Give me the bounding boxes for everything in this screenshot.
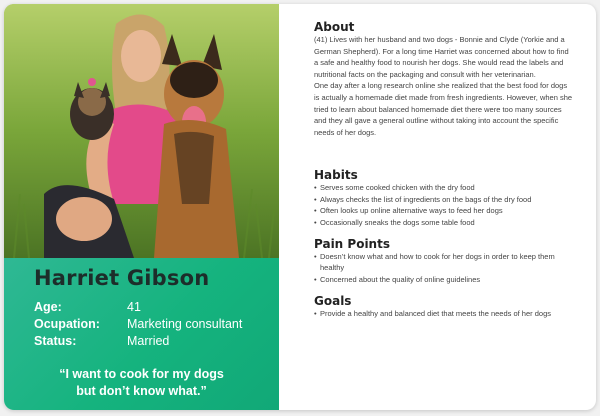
detail-value: Married: [127, 334, 170, 348]
quote-line: but don’t know what.”: [76, 384, 207, 398]
about-text: [314, 34, 574, 138]
goals-heading: Goals: [314, 294, 352, 309]
detail-value: Marketing consultant: [127, 317, 243, 331]
detail-key: Status:: [34, 334, 77, 348]
persona-right-column: [314, 20, 574, 320]
habits-list: [314, 182, 574, 228]
list-item: • Serves some cooked chicken with the dry food: [314, 182, 574, 193]
list-item: • Occasionally sneaks the dogs some table food: [314, 217, 574, 228]
detail-value: 41: [127, 300, 141, 314]
quote-line: “I want to cook for my dogs: [59, 367, 224, 381]
list-item: • Doesn’t know what and how to cook for her dogs in order to keep them healthy: [314, 251, 574, 274]
pain-points-heading: Pain Points: [314, 236, 390, 251]
detail-key: Ocupation:: [34, 317, 100, 331]
about-paragraph: (41) Lives with her husband and two dogs - Bonnie and Clyde (Yorkie and a German Shepherd). For a long time Harriet was concerned about how to find a safe and healthy food to nourish her dogs. She would read the labels and nutritional facts on the packaging and consult with her veterinarian.: [314, 35, 569, 79]
about-heading: About: [314, 20, 355, 34]
list-item: • Concerned about the quality of online guidelines: [314, 274, 574, 285]
photo-illustration: [4, 4, 279, 258]
persona-name: Harriet Gibson: [34, 266, 210, 290]
persona-photo: [4, 4, 279, 258]
list-item: • Often looks up online alternative ways to feed her dogs: [314, 205, 574, 216]
list-item: • Always checks the list of ingredients on the bags of the dry food: [314, 194, 574, 205]
persona-left-column: [4, 4, 279, 410]
persona-summary-panel: [4, 258, 279, 410]
list-item: • Provide a healthy and balanced diet that meets the needs of her dogs: [314, 308, 574, 319]
persona-card: [4, 4, 596, 410]
habits-heading: Habits: [314, 168, 358, 183]
detail-key: Age:: [34, 300, 62, 314]
about-paragraph: One day after a long research online she realized that the best food for dogs is actually a homemade diet made from fresh ingredients. However, when she tried to learn about balanced homemade diet there were too many sources and they all gave a general outline without taking into account the specific needs of her dogs.: [314, 81, 573, 137]
pain-points-list: [314, 251, 574, 285]
goals-list: [314, 308, 574, 319]
persona-quote: [4, 366, 279, 400]
